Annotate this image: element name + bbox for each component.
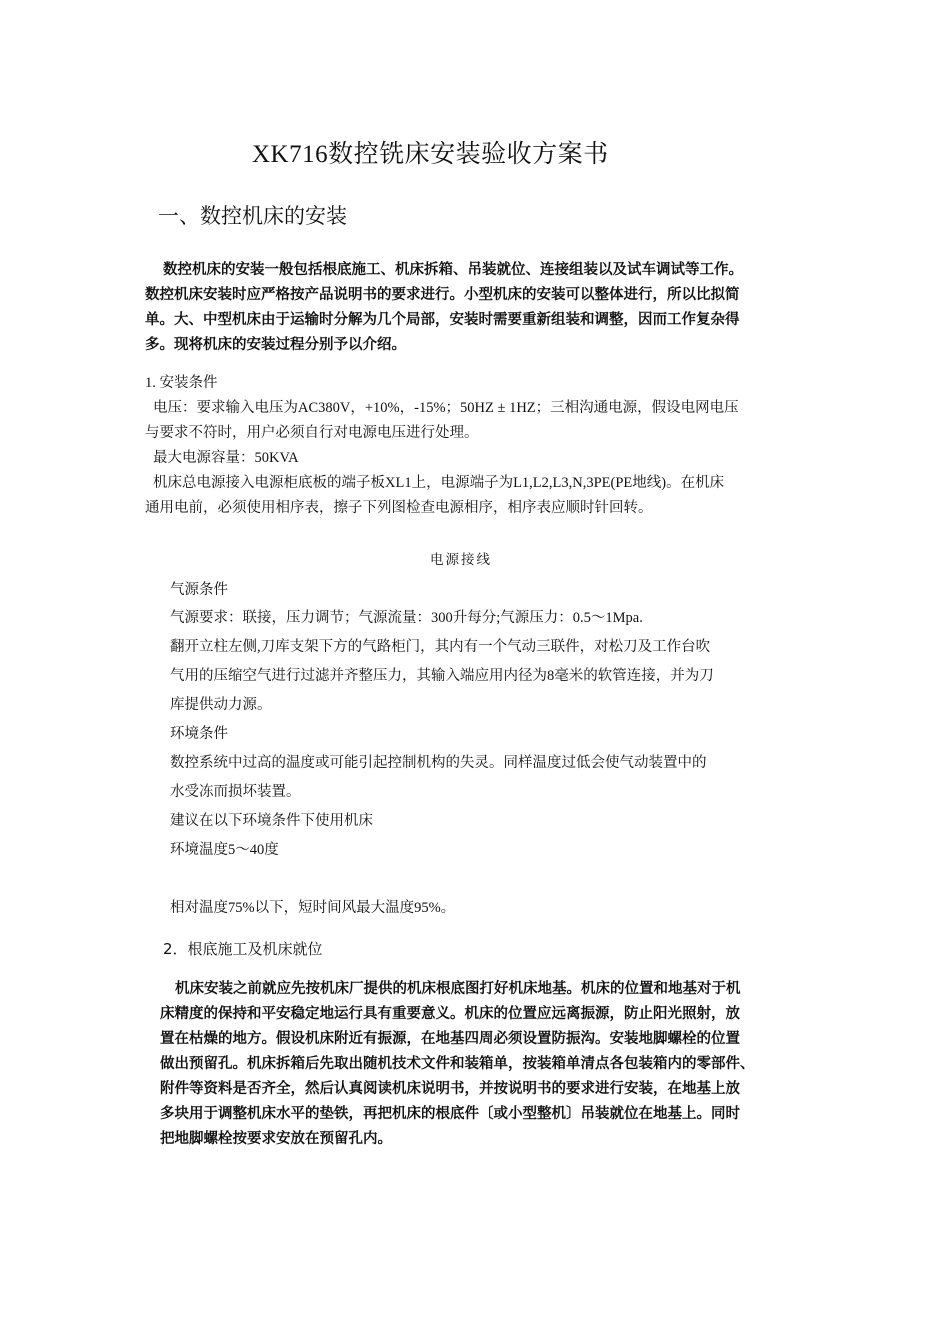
section-heading-installation: 一、数控机床的安装	[158, 204, 347, 228]
paragraph-line: 做出预留孔。机床拆箱后先取出随机技术文件和装箱单，按装箱单清点各包装箱内的零部件、	[160, 1056, 755, 1072]
paragraph-line: 床精度的保持和平安稳定地运行具有重要意义。机床的位置应远离振源，防止阳光照射，放	[160, 1006, 740, 1022]
paragraph-line: 最大电源容量：50KVA	[153, 450, 299, 466]
paragraph-line: 把地脚螺栓按要求安放在预留孔内。	[160, 1131, 392, 1147]
air-conditions-heading: 气源条件	[170, 582, 228, 598]
paragraph-line: 机床总电源接入电源柜底板的端子板XL1上，电源端子为L1,L2,L3,N,3PE(PE地线)。在机床	[153, 475, 725, 491]
paragraph-line: 电压：要求输入电压为AC380V，+10%，-15%；50HZ ± 1HZ；三相沟通电源，假设电网电压	[153, 400, 739, 416]
paragraph-line: 多。现将机床的安装过程分别予以介绍。	[145, 337, 406, 353]
paragraph-line: 附件等资料是否齐全，然后认真阅读机床说明书，并按说明书的要求进行安装，在地基上放	[160, 1081, 740, 1097]
paragraph-line: 建议在以下环境条件下使用机床	[170, 813, 373, 829]
paragraph-line: 数控机床的安装一般包括根底施工、机床拆箱、吊装就位、连接组装以及试车调试等工作。	[163, 262, 743, 278]
paragraph-line: 库提供动力源。	[170, 697, 272, 713]
paragraph-line: 水受冻而损坏装置。	[170, 784, 301, 800]
paragraph-line: 数控机床安装时应严格按产品说明书的要求进行。小型机床的安装可以整体进行，所以比拟简	[145, 287, 740, 303]
paragraph-line: 气源要求：联接，压力调节；气源流量：300升每分;气源压力：0.5～1Mpa.	[170, 610, 643, 626]
paragraph-line: 与要求不符时，用户必须自行对电源电压进行处理。	[145, 425, 479, 441]
paragraph-line: 置在枯燥的地方。假设机床附近有振源，在地基四周必须设置防振沟。安装地脚螺栓的位置	[160, 1031, 740, 1047]
paragraph-line: 气用的压缩空气进行过滤并齐整压力，其输入端应用内径为8毫米的软管连接，并为刀	[170, 668, 714, 684]
paragraph-line: 单。大、中型机床由于运输时分解为几个局部，安装时需要重新组装和调整，因而工作复杂得	[145, 312, 740, 328]
section-heading-foundation: 2．根底施工及机床就位	[163, 940, 323, 958]
paragraph-line: 数控系统中过高的温度或可能引起控制机构的失灵。同样温度过低会使气动装置中的	[170, 755, 707, 771]
paragraph-line: 环境温度5～40度	[170, 842, 279, 858]
document-title: XK716数控铣床安装验收方案书	[252, 141, 609, 168]
paragraph-line: 通用电前，必须使用相序表，擦子下列图检查电源相序，相序表应顺时针回转。	[145, 500, 653, 516]
humidity-line: 相对温度75%以下，短时间风最大温度95%。	[170, 900, 456, 916]
install-conditions-heading: 1. 安装条件	[145, 375, 218, 391]
paragraph-line: 多块用于调整机床水平的垫铁，再把机床的根底件〔或小型整机〕吊装就位在地基上。同时	[160, 1106, 740, 1122]
paragraph-line: 机床安装之前就应先按机床厂提供的机床根底图打好机床地基。机床的位置和地基对于机	[175, 981, 741, 997]
figure-caption: 电源接线	[430, 552, 492, 567]
paragraph-line: 翻开立柱左侧,刀库支架下方的气路柜门，其内有一个气动三联件，对松刀及工作台吹	[170, 639, 711, 655]
env-conditions-heading: 环境条件	[170, 726, 228, 742]
